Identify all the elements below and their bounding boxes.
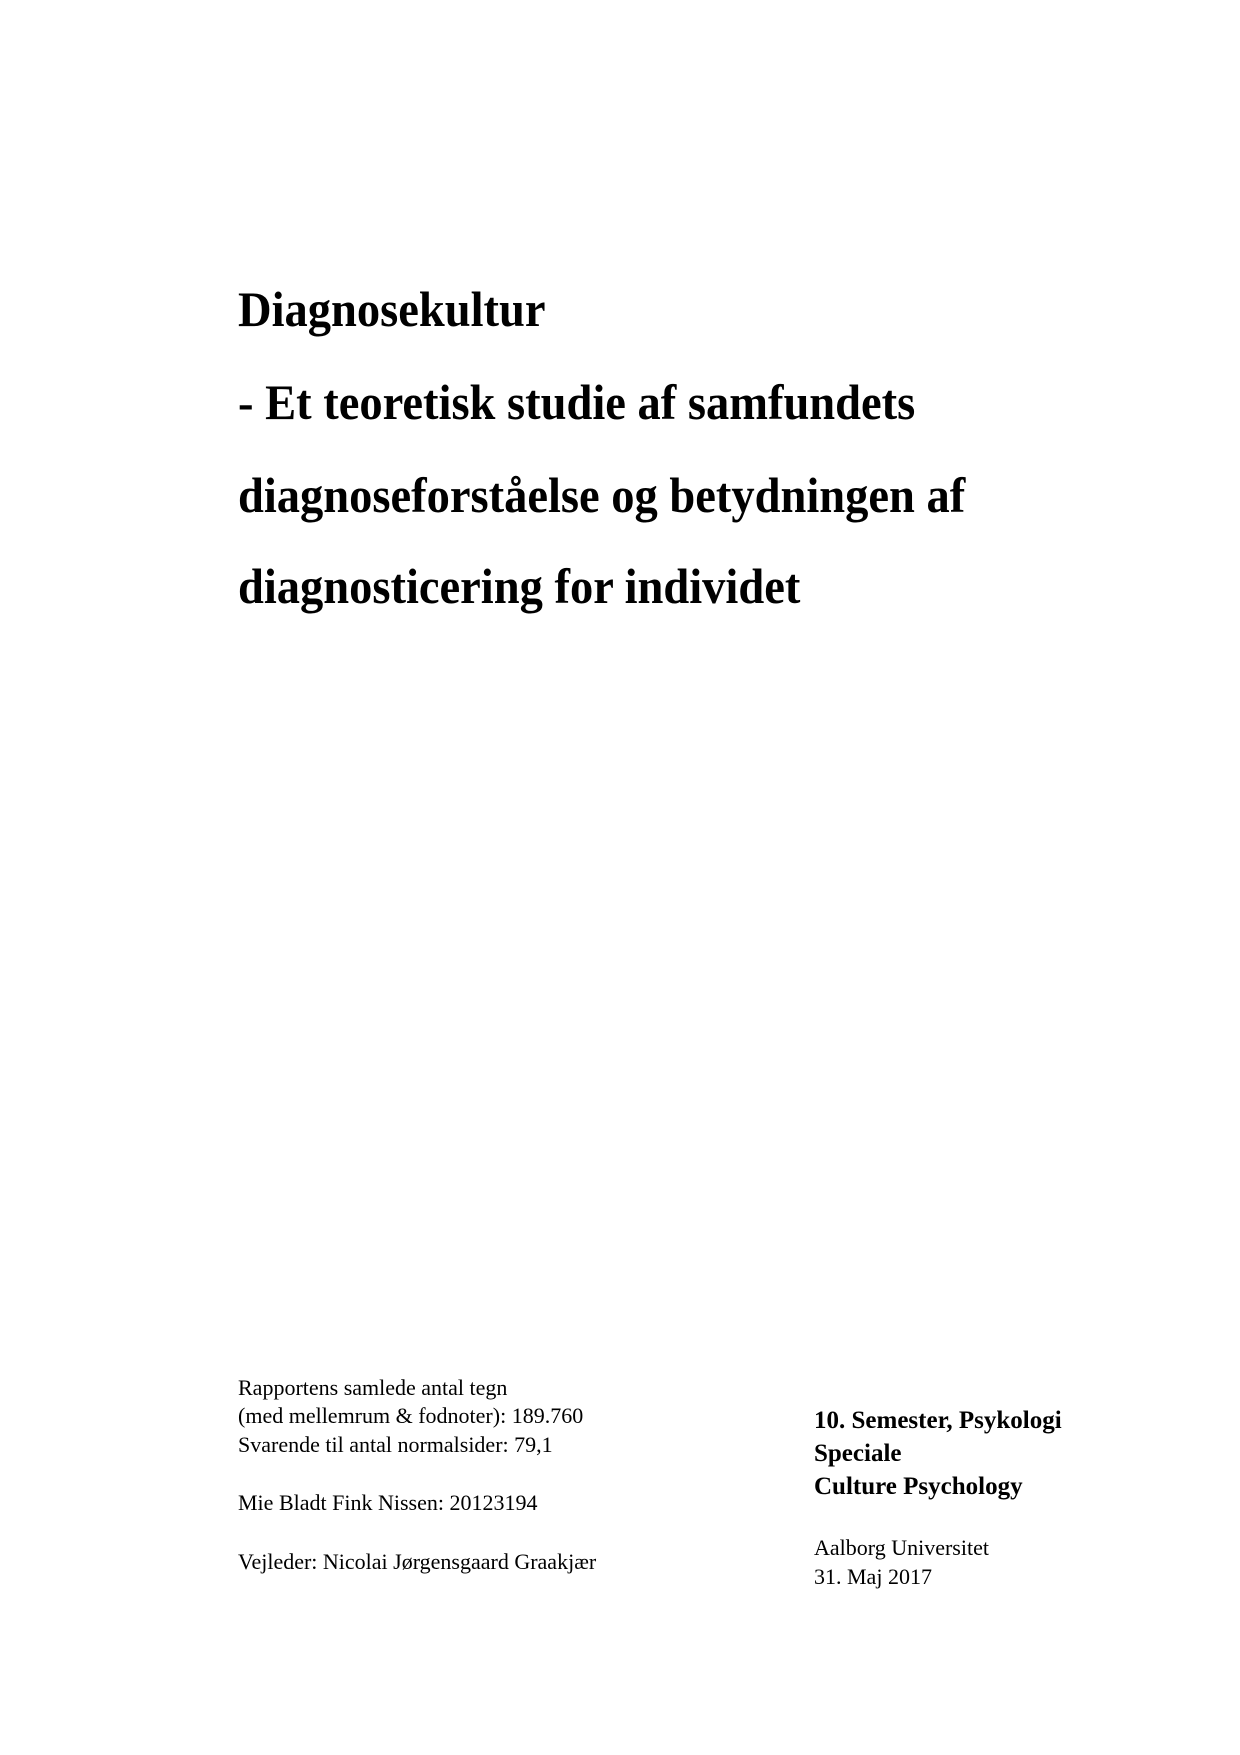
normal-pages: Svarende til antal normalsider: 79,1 (238, 1432, 553, 1457)
date: 31. Maj 2017 (814, 1564, 932, 1589)
author: Mie Bladt Fink Nissen: 20123194 (238, 1490, 538, 1515)
char-count-label: Rapportens samlede antal tegn (238, 1375, 508, 1400)
supervisor: Vejleder: Nicolai Jørgensgaard Graakjær (238, 1549, 597, 1574)
field: Culture Psychology (814, 1473, 1023, 1500)
title-line-3: diagnoseforståelse og betydningen af (238, 467, 966, 523)
thesis-type: Speciale (814, 1440, 902, 1467)
title-line-2: - Et teoretisk studie af samfundets (238, 374, 916, 430)
char-count-value: (med mellemrum & fodnoter): 189.760 (238, 1403, 584, 1428)
title-line-4: diagnosticering for individet (238, 558, 801, 614)
university: Aalborg Universitet (814, 1535, 989, 1560)
semester: 10. Semester, Psykologi (814, 1407, 1062, 1434)
title-line-1: Diagnosekultur (238, 281, 546, 337)
